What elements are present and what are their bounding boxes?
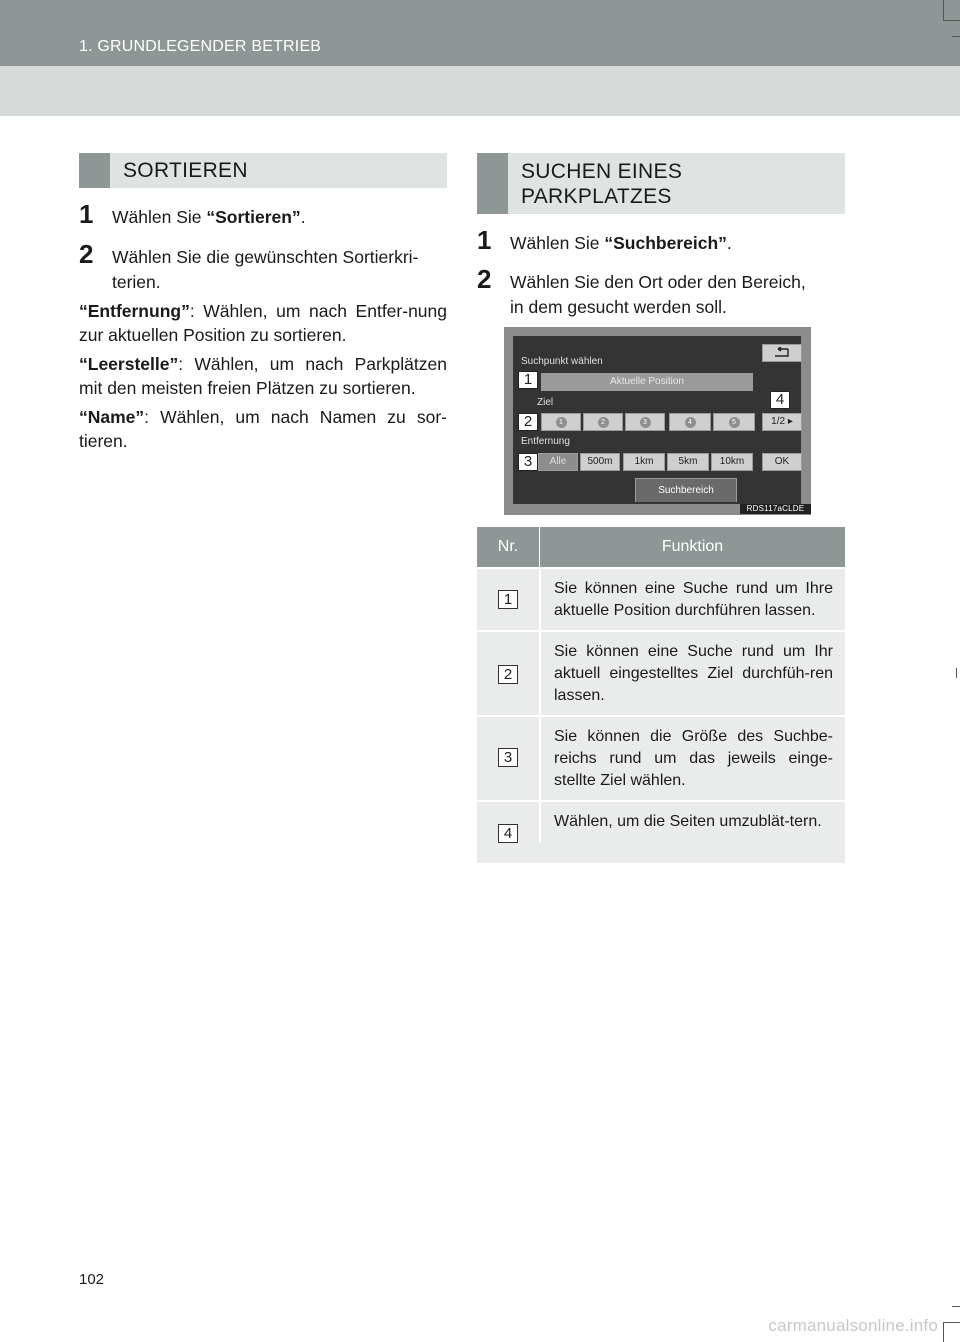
option-name: “Name”: Wählen, um nach Namen zu sor-tieren. — [79, 407, 447, 451]
step-text: Wählen Sie den Ort oder den Bereich, in dem gesucht werden soll. — [510, 272, 806, 317]
section-heading-sortieren — [79, 153, 447, 188]
crop-mark — [952, 1306, 960, 1307]
crop-mark — [943, 1322, 944, 1342]
row-text: Sie können eine Suche rund um Ihr aktuell eingestelltes Ziel durchfüh-ren lassen. — [539, 632, 845, 717]
section-title: 1. GRUNDLEGENDER BETRIEB — [79, 38, 322, 55]
crop-mark — [943, 1322, 960, 1323]
navigation-screen-illustration — [504, 327, 811, 515]
distance-500m-button[interactable]: 500m — [580, 453, 620, 471]
callout-1: 1 — [518, 371, 538, 389]
crop-mark — [952, 36, 960, 37]
image-code: RDS117aCLDE — [740, 504, 811, 514]
step-text: Wählen Sie die gewünschten Sortierkri- terien. — [112, 247, 419, 292]
row-text: Sie können eine Suche rund um Ihre aktuelle Position durchführen lassen. — [539, 569, 845, 632]
suchbereich-tab[interactable]: Suchbereich — [635, 478, 737, 502]
row-number: 3 — [498, 748, 518, 767]
row-number: 4 — [498, 824, 518, 843]
destination-button-3[interactable]: 3 — [625, 413, 665, 431]
page-number: 102 — [79, 1271, 105, 1288]
right-step-2 — [477, 264, 847, 320]
table-row — [477, 630, 845, 715]
page-indicator-button[interactable]: 1/2 ▸ — [762, 413, 802, 431]
row-text: Wählen, um die Seiten umzublät-tern. — [539, 802, 845, 843]
destination-button-2[interactable]: 2 — [583, 413, 623, 431]
step-number: 2 — [79, 239, 94, 269]
back-button[interactable] — [762, 344, 802, 362]
heading-text: SUCHEN EINES PARKPLATZES — [521, 160, 683, 208]
ok-button[interactable]: OK — [762, 453, 802, 471]
table-row — [477, 715, 845, 800]
left-step-2 — [79, 239, 449, 295]
heading-bar — [477, 153, 508, 214]
watermark: carmanualsonline.info — [768, 1316, 938, 1335]
function-table — [477, 527, 845, 863]
right-step-1 — [477, 225, 847, 256]
row-number: 1 — [498, 590, 518, 609]
table-row — [477, 800, 845, 863]
distance-all-button[interactable]: Alle — [538, 453, 578, 471]
callout-4: 4 — [770, 391, 790, 409]
step-text: Wählen Sie “Suchbereich”. — [510, 233, 732, 253]
crop-mark — [943, 0, 944, 20]
destination-button-4[interactable]: 4 — [669, 413, 711, 431]
current-position-button[interactable]: Aktuelle Position — [541, 373, 753, 391]
heading-bar — [79, 153, 110, 188]
distance-label: Entfernung — [521, 436, 570, 447]
distance-1km-button[interactable]: 1km — [623, 453, 665, 471]
section-heading-parkplatz — [477, 153, 845, 214]
row-text: Sie können die Größe des Suchbe-reichs rund um das jeweils einge-stellte Ziel wählen. — [539, 717, 845, 802]
table-row — [477, 567, 845, 630]
destination-button-1[interactable]: 1 — [541, 413, 581, 431]
subheader-band — [0, 66, 960, 116]
callout-2: 2 — [518, 413, 538, 431]
header-band — [0, 0, 960, 66]
step-number: 2 — [477, 264, 492, 294]
distance-10km-button[interactable]: 10km — [711, 453, 753, 471]
heading-text: SORTIEREN — [123, 159, 248, 182]
step-number: 1 — [477, 225, 492, 255]
return-arrow-icon — [772, 347, 792, 359]
table-header — [477, 527, 845, 567]
crop-mark — [943, 20, 960, 21]
screen-display — [513, 336, 801, 504]
destination-label: Ziel — [537, 397, 554, 408]
row-number: 2 — [498, 665, 518, 684]
callout-3: 3 — [518, 453, 538, 471]
option-leerstelle: “Leerstelle”: Wählen, um nach Parkplätzen mit den meisten freien Plätzen zu sortieren. — [79, 354, 447, 398]
step-number: 1 — [79, 199, 94, 229]
left-step-1 — [79, 199, 449, 230]
option-entfernung: “Entfernung”: Wählen, um nach Entfer-nung zur aktuellen Position zu sortieren. — [79, 301, 447, 345]
destination-button-5[interactable]: 5 — [713, 413, 755, 431]
step-text: Wählen Sie “Sortieren”. — [112, 207, 306, 227]
column-header-nr: Nr. — [497, 538, 519, 555]
screen-title: Suchpunkt wählen — [521, 356, 603, 367]
column-header-funktion: Funktion — [539, 527, 845, 567]
crop-mark — [956, 668, 957, 678]
distance-5km-button[interactable]: 5km — [667, 453, 709, 471]
